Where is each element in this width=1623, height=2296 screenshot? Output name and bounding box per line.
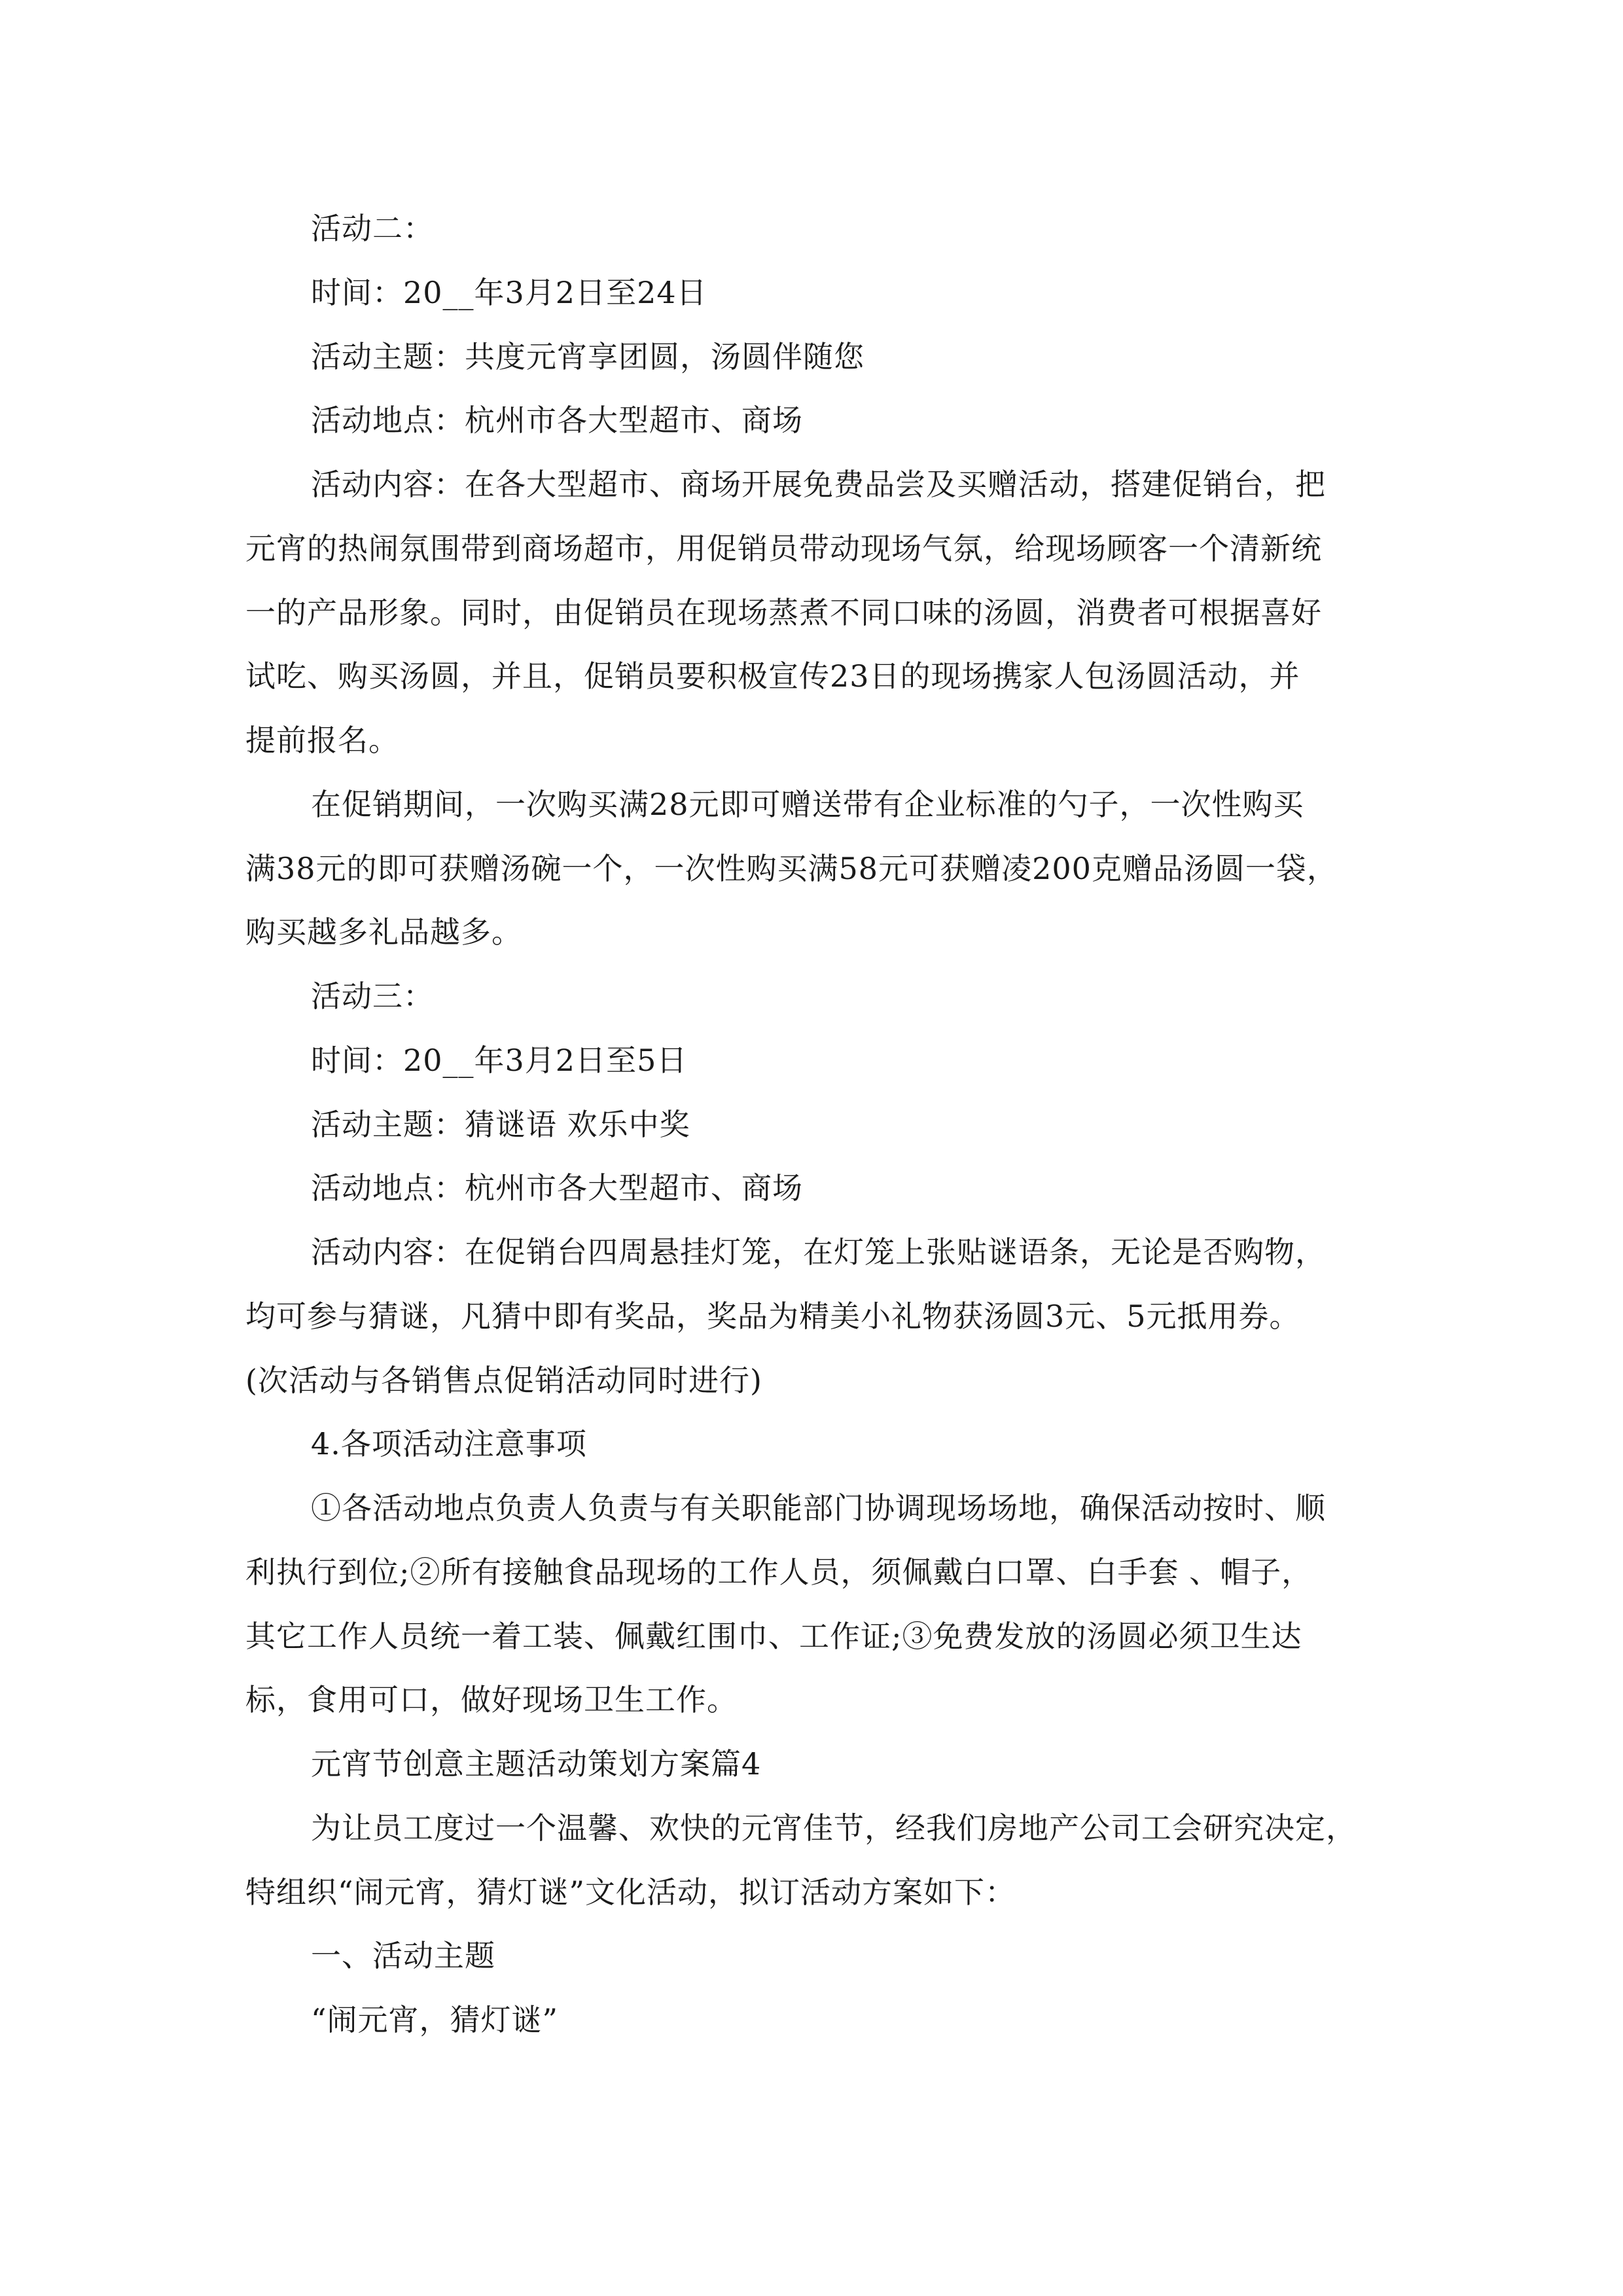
activity-3-content-line: 活动内容：在促销台四周悬挂灯笼，在灯笼上张贴谜语条，无论是否购物，	[311, 1234, 1326, 1270]
activity-2-content-line: 元宵的热闹氛围带到商场超市，用促销员带动现场气氛，给现场顾客一个清新统	[245, 531, 1322, 566]
activity-2-theme: 活动主题：共度元宵享团圆，汤圆伴随您	[311, 339, 865, 374]
section-heading-activity-3: 活动三：	[311, 978, 434, 1014]
activity-2-location: 活动地点：杭州市各大型超市、商场	[311, 403, 803, 438]
notes-paragraph-line: ①各活动地点负责人负责与有关职能部门协调现场场地，确保活动按时、顺	[311, 1490, 1326, 1526]
activity-2-content-line: 活动内容：在各大型超市、商场开展免费品尝及买赠活动，搭建促销台，把	[311, 467, 1326, 502]
section-heading-notes: 4.各项活动注意事项	[311, 1426, 587, 1462]
theme-slogan: “闹元宵，猜灯谜”	[311, 2002, 559, 2037]
activity-3-content-line: 均可参与猜谜，凡猜中即有奖品，奖品为精美小礼物获汤圆3元、5元抵用券。	[245, 1299, 1300, 1334]
intro-paragraph-line: 为让员工度过一个温馨、欢快的元宵佳节，经我们房地产公司工会研究决定，	[311, 1810, 1357, 1846]
plan-title: 元宵节创意主题活动策划方案篇4	[311, 1746, 762, 1782]
notes-paragraph-line: 标，食用可口，做好现场卫生工作。	[245, 1682, 738, 1717]
activity-2-time: 时间：20__年3月2日至24日	[311, 275, 707, 310]
notes-paragraph-line: 利执行到位;②所有接触食品现场的工作人员，须佩戴白口罩、白手套 、帽子，	[245, 1554, 1313, 1590]
section-heading-theme: 一、活动主题	[311, 1938, 495, 1973]
notes-paragraph-line: 其它工作人员统一着工装、佩戴红围巾、工作证;③免费发放的汤圆必须卫生达	[245, 1619, 1302, 1654]
promotion-paragraph-line: 购买越多礼品越多。	[245, 914, 522, 950]
activity-3-theme: 活动主题：猜谜语 欢乐中奖	[311, 1107, 690, 1142]
activity-3-content-line: (次活动与各销售点促销活动同时进行)	[245, 1363, 762, 1398]
activity-3-location: 活动地点：杭州市各大型超市、商场	[311, 1170, 803, 1206]
promotion-paragraph-line: 在促销期间，一次购买满28元即可赠送带有企业标准的勺子，一次性购买	[311, 787, 1304, 822]
promotion-paragraph-line: 满38元的即可获赠汤碗一个，一次性购买满58元可获赠凌200克赠品汤圆一袋，	[245, 851, 1338, 886]
intro-paragraph-line: 特组织“闹元宵，猜灯谜”文化活动，拟订活动方案如下：	[245, 1874, 1016, 1910]
activity-3-time: 时间：20__年3月2日至5日	[311, 1043, 688, 1078]
activity-2-content-line: 提前报名。	[245, 723, 399, 758]
activity-2-content-line: 试吃、购买汤圆，并且，促销员要积极宣传23日的现场携家人包汤圆活动，并	[245, 658, 1300, 694]
section-heading-activity-2: 活动二：	[311, 211, 434, 246]
activity-2-content-line: 一的产品形象。同时，由促销员在现场蒸煮不同口味的汤圆，消费者可根据喜好	[245, 595, 1322, 630]
